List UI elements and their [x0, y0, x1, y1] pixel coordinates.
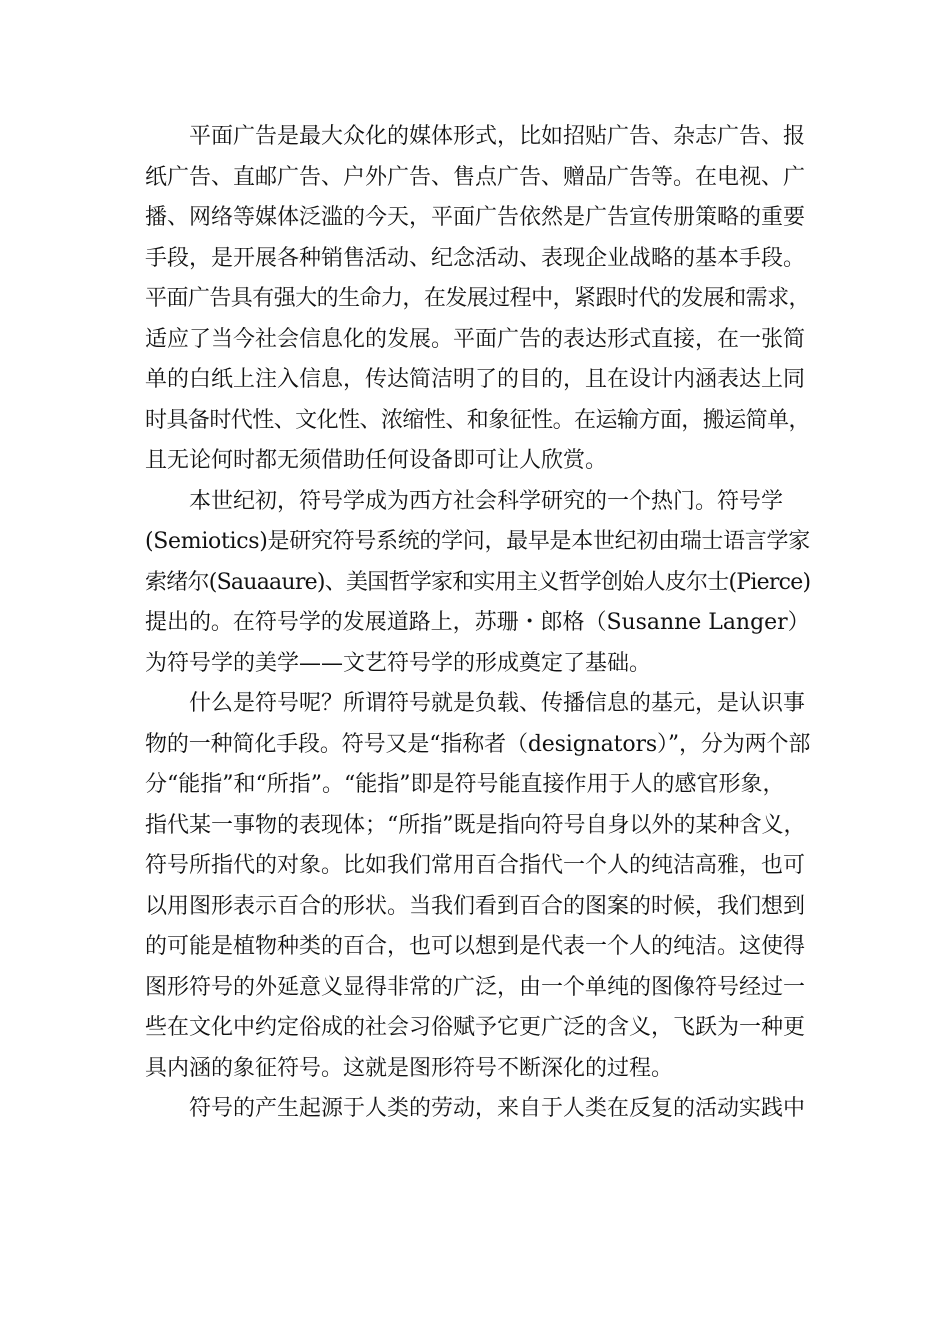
paragraph-symbol-origin: [145, 1089, 810, 1130]
text-line: 索绪尔(Sauaaure)、美国哲学家和实用主义哲学创始人皮尔士(Pierce): [145, 569, 811, 595]
text-line: 为符号学的美学——文艺符号学的形成奠定了基础。: [145, 650, 652, 676]
text-line: 以用图形表示百合的形状。当我们看到百合的图案的时候，我们想到: [145, 893, 806, 919]
text-line: 平面广告是最大众化的媒体形式，比如招贴广告、杂志广告、报: [189, 124, 806, 149]
text-line: 什么是符号呢？所谓符号就是负载、传播信息的基元，是认识事: [189, 691, 806, 716]
text-line: 提出的。在符号学的发展道路上，苏珊・郎格（Susanne Langer）: [145, 610, 810, 635]
text-line: (Semiotics)是研究符号系统的学问，最早是本世纪初由瑞士语言学家: [145, 529, 810, 554]
text-line: 符号所指代的对象。比如我们常用百合指代一个人的纯洁高雅，也可: [145, 853, 806, 878]
text-line: 播、网络等媒体泛滥的今天，平面广告依然是广告宣传册策略的重要: [145, 205, 806, 230]
text-line: 且无论何时都无须借助任何设备即可让人欣赏。: [145, 448, 608, 473]
paragraph-what-is-symbol: [145, 684, 810, 1089]
text-line: 本世纪初，符号学成为西方社会科学研究的一个热门。符号学: [189, 488, 784, 514]
text-line: 符号的产生起源于人类的劳动，来自于人类在反复的活动实践中: [189, 1096, 806, 1121]
text-line: 物的一种简化手段。符号又是“指称者（designators）”，分为两个部: [145, 731, 811, 757]
text-line: 具内涵的象征符号。这就是图形符号不断深化的过程。: [145, 1055, 674, 1081]
text-line: 图形符号的外延意义显得非常的广泛，由一个单纯的图像符号经过一: [145, 974, 806, 1000]
text-line: 分“能指”和“所指”。“能指”即是符号能直接作用于人的感官形象，: [145, 772, 785, 797]
paragraph-semiotics: [145, 482, 810, 685]
text-line: 手段，是开展各种销售活动、纪念活动、表现企业战略的基本手段。: [145, 245, 806, 271]
text-line: 些在文化中约定俗成的社会习俗赋予它更广泛的含义，飞跃为一种更: [145, 1015, 806, 1040]
text-line: 时具备时代性、文化性、浓缩性、和象征性。在运输方面，搬运简单，: [145, 407, 811, 433]
text-line: 的可能是植物种类的百合，也可以想到是代表一个人的纯洁。这使得: [145, 934, 806, 959]
text-line: 纸广告、直邮广告、户外广告、售点广告、赠品广告等。在电视、广: [145, 164, 806, 190]
text-line: 指代某一事物的表现体；“所指”既是指向符号自身以外的某种含义，: [145, 812, 806, 838]
body-text: [145, 117, 810, 1130]
text-line: 适应了当今社会信息化的发展。平面广告的表达形式直接，在一张简: [145, 326, 806, 352]
text-line: 单的白纸上注入信息，传达简洁明了的目的，且在设计内涵表达上同: [145, 367, 806, 392]
paragraph-print-advertising: [145, 117, 810, 482]
text-line: 平面广告具有强大的生命力，在发展过程中，紧跟时代的发展和需求，: [145, 286, 811, 311]
